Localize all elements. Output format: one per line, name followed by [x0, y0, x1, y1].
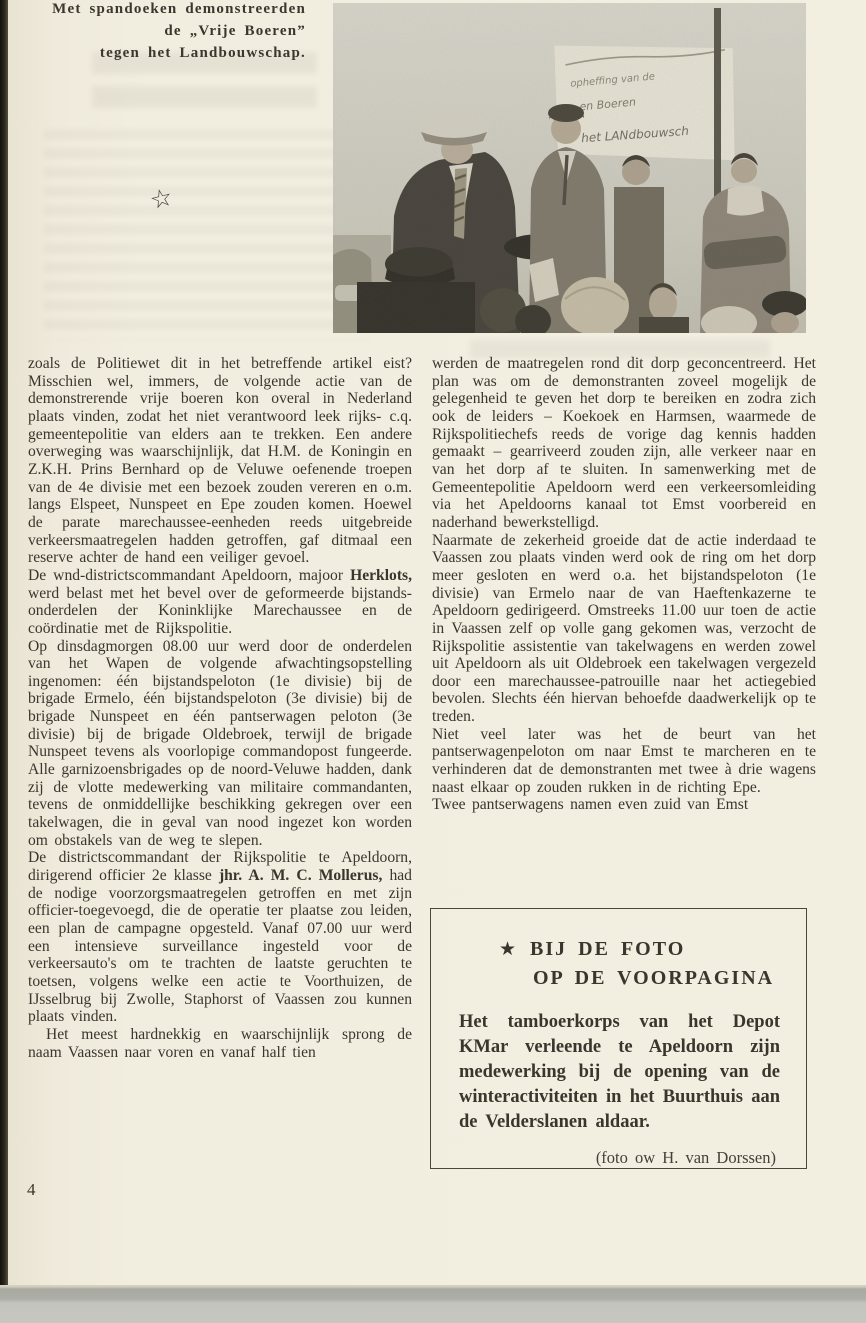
paragraph: werden de maatregelen rond dit dorp geconcentreerd. Het plan was om de demonstranten zoveel mogelijk de gelegenheid te geven het dorp te bereiken en zodra zich ook de leiders – Koekoek en Harmsen, waarmede de Rijkspolitiechefs reeds de vorige dag kennis hadden gemaakt – gearriveerd zouden zijn, alle verkeer naar en van het dorp af te sluiten. In samenwerking met de Gemeentepolitie Apeldoorn werd een verkeersomleiding via het Apeldoorns kanaal tot Emst voorbereid en naderhand bewerkstelligd. — [432, 355, 816, 531]
page-number: 4 — [27, 1180, 36, 1199]
note-heading-line1: ★ BIJ DE FOTO — [499, 938, 686, 960]
paragraph: zoals de Politiewet dit in het betreffende artikel eist? Misschien wel, immers, de volgende actie van de demonstrerende vrije boeren kon overal in Nederland plaats vinden, zodat het niet verantwoord leek rijks- c.q. gemeentepolitie van elders aan te trekken. Een andere overweging was waarschijnlijk, dat H.M. de Koningin en Z.K.H. Prins Bernhard op de Veluwe oefenende troepen van de 4e divisie met een bezoek zouden vereren en o.m. langs Elspeet, Nunspeet en Epe zouden komen. Hoewel de parate marechaussee-eenheden reeds uitgebreide verkeersmaatregelen hadden getroffen, gaf ditmaal een reserve achter de hand een veiliger gevoel. — [28, 355, 412, 567]
article-column-left — [28, 355, 412, 1061]
photo-grain-overlay — [333, 3, 806, 333]
note-heading — [459, 935, 780, 993]
caption-line: tegen het Landbouwschap. — [99, 45, 306, 61]
binding-shadow — [0, 0, 8, 1287]
paragraph: Het meest hardnekkig en waarschijnlijk sprong de naam Vaassen naar voren en vanaf half tien — [28, 1025, 412, 1061]
front-page-photo-note — [430, 908, 807, 1169]
paragraph: Twee pantserwagens namen even zuid van Emst — [432, 796, 749, 814]
star-outline-icon: ☆ — [146, 181, 176, 216]
paragraph: Niet veel later was het de beurt van het pantserwagenpeloton om naar Emst te marcheren en te verhinderen dat de demonstranten met twee à drie wagens naast elkaar op zouden rukken in de richting Epe. — [432, 725, 816, 796]
photo-caption — [40, 0, 306, 64]
paragraph: De wnd-districtscommandant Apeldoorn, majoor Herklots, werd belast met het bevel over de geformeerde bijstands-onderdelen der Koninklijke Marechaussee en de coördinatie met de Rijkspolitie. — [28, 566, 412, 637]
caption-line: Met spandoeken demonstreerden — [52, 1, 306, 17]
star-filled-icon: ★ — [499, 938, 517, 960]
note-body: Het tamboerkorps van het Depot KMar verleende te Apeldoorn zijn medewerking bij de opening van de winteractiviteiten in het Buurthuis aan de Velderslanen aldaar. — [459, 1012, 780, 1132]
note-heading-line2: OP DE VOORPAGINA — [533, 967, 775, 989]
article-column-right — [432, 355, 816, 814]
bold-name: jhr. A. M. C. Mollerus, — [218, 867, 383, 885]
scanner-background — [0, 1285, 866, 1323]
paragraph: De districtscommandant der Rijkspolitie te Apeldoorn, dirigerend officier 2e klasse jhr. A. M. C. Mollerus, had de nodige voorzorgsmaatregelen getroffen en met zijn officier-toegevoegd, die de operatie ter plaatse zou leiden, een plan de campagne opgesteld. Vanaf 07.00 uur werd een intensieve surveillance ingesteld voor de verkeersauto's om te trachten de laatste geruchten te toetsen, volgens welke een actie te Voorthuizen, de IJsselbrug bij Zwolle, Staphorst of Vaassen zou kunnen plaats vinden. — [28, 849, 412, 1026]
photo-credit: (foto ow H. van Dorssen) — [595, 1148, 776, 1167]
paragraph: Naarmate de zekerheid groeide dat de actie inderdaad te Vaassen zou plaats vinden werd ook de ring om het dorp meer gesloten en werd o.a. het bijstandspeloton (1e divisie) van Ermelo naar de van Haeftenkazerne te Apeldoorn gedirigeerd. Omstreeks 11.00 uur toen de actie in Vaassen zelf op volle gang gekomen was, verzocht de Rijkspolitie assistentie van takelwagens en werden zowel uit Apeldoorn als uit Oldebroek een takelwagen vergezeld door een marechaussee-patrouille naar het actiegebied bevolen. Slechts één hiervan behoefde daadwerkelijk op te treden. — [432, 531, 816, 726]
bleedthrough-ghost — [44, 130, 374, 340]
paragraph: Op dinsdagmorgen 08.00 uur werd door de onderdelen van het Wapen de volgende afwachtingsopstelling ingenomen: één bijstandspeloton (1e divisie) bij de brigade Ermelo, één bijstandspeloton (3e divisie) bij de brigade Nunspeet en één pantserwagen peloton (3e divisie) bij de brigade Oldebroek, terwijl de brigade Nunspeet tevens als voorlopige commandopost fungeerde. Alle garnizoensbrigades op de noord-Veluwe hadden, dank zij de vlotte medewerking van militaire commandanten, tevens de onmiddellijke beschikking gekregen over een takelwagen, die in geval van nood ingezet kon worden om obstakels van de weg te slepen. — [28, 637, 412, 849]
demonstration-photo — [333, 3, 806, 333]
caption-line: de „Vrije Boeren” — [164, 23, 306, 39]
bold-name: Herklots, — [350, 566, 412, 584]
